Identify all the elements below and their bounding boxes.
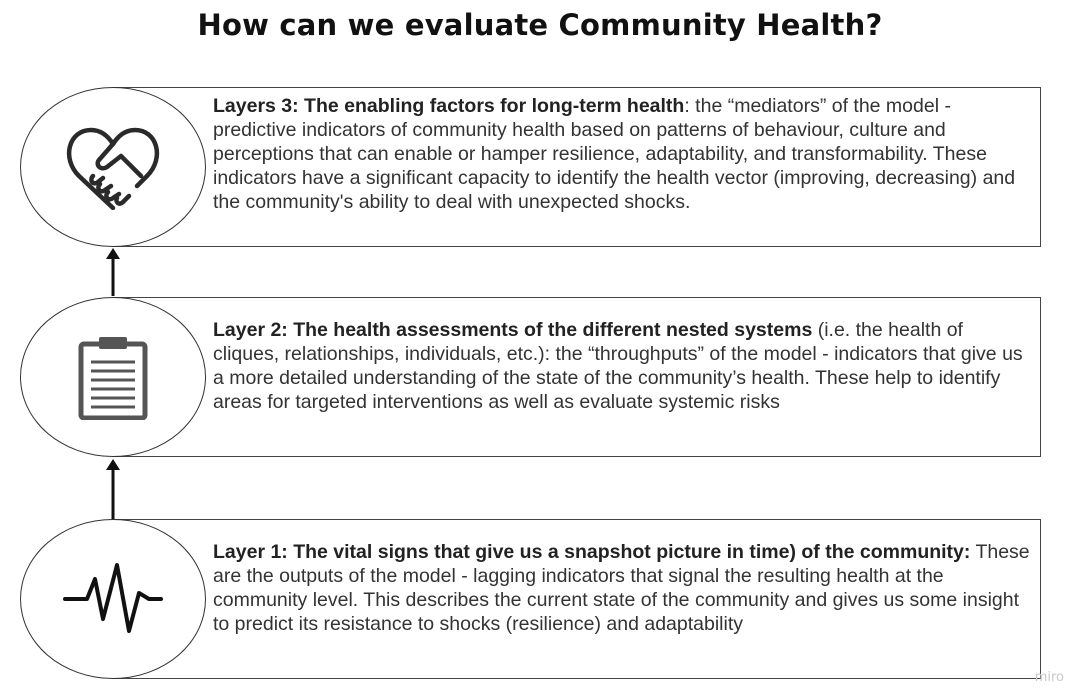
arrow-up-to-layer-2 [103,459,123,519]
layer-3-text [213,94,1030,214]
layer-1-text [213,540,1030,636]
layer-3-box [112,87,1041,247]
layer-2-circle [20,297,206,457]
layer-3-body: : the “mediators” of the model - predictive indicators of community health based on patterns of behaviour, culture and perceptions that can enable or hamper resilience, adaptability, and transformability. These indicators have a significant capacity to identify the health vector (improving, decreasing) and the community's ability to deal with unexpected shocks. [213,95,1016,213]
layer-2-text [213,318,1030,414]
layer-1-body: These are the outputs of the model - lagging indicators that signal the resulting health at the community level. This describes the current state of the community and gives us some insight to predict its resistance to shocks (resilience) and adaptability [213,541,1030,635]
layer-1-heading: Layer 1: The vital signs that give us a snapshot picture in time) of the community: [213,541,971,563]
arrow-up-to-layer-3 [103,248,123,296]
diagram-title: How can we evaluate Community Health? [197,8,883,42]
layer-3-circle [20,87,206,247]
layer-2-heading: Layer 2: The health assessments of the different nested systems [213,319,813,341]
layer-1-box [112,519,1041,679]
heartbeat-pulse-icon [63,561,163,637]
layer-2-box [112,297,1041,457]
layer-3-heading: Layers 3: The enabling factors for long-term health [213,95,685,117]
handshake-heart-icon [65,124,161,210]
layer-2-body: (i.e. the health of cliques, relationships, individuals, etc.): the “throughputs” of the model - indicators that give us a more detailed understanding of the state of the community’s health. These help to identify areas for targeted interventions as well as evaluate systemic risks [213,319,1023,413]
clipboard-icon [77,334,149,420]
layer-1-circle [20,519,206,679]
miro-watermark: miro [1034,670,1064,685]
